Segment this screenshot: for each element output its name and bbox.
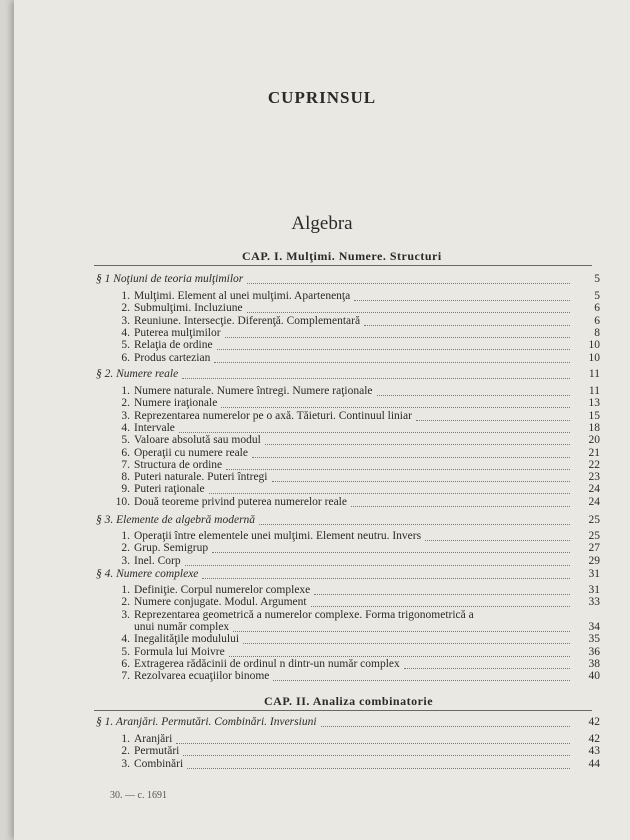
page-number: 31 (588, 584, 600, 596)
page-number: 25 (588, 530, 600, 542)
page-number: 13 (588, 397, 600, 410)
entry-title: Submulţimi. Incluziune (134, 302, 243, 315)
entry-title: Numere naturale. Numere întregi. Numere raţionale (134, 385, 373, 397)
toc-section-row (14, 368, 630, 381)
entry-title: Extragerea rădăcinii de ordinul n dintr-un număr complex (134, 657, 400, 670)
entry-number: 1. (121, 584, 130, 596)
page-number: 6 (594, 302, 600, 315)
entry-number: 3. (121, 608, 130, 621)
page-number: 42 (588, 733, 600, 745)
entry-number: 3. (121, 554, 130, 567)
entry-title: Reprezentarea numerelor pe o axă. Tăieturi. Continuul liniar (134, 409, 412, 422)
entry-number: 3. (121, 409, 130, 422)
toc-entry-row (14, 758, 630, 771)
dot-leader (187, 755, 570, 769)
dot-leader (214, 349, 570, 363)
dot-leader (247, 270, 570, 284)
dot-leader (259, 511, 570, 525)
page-number: 34 (588, 620, 600, 633)
entry-title: Aranjări (134, 733, 173, 745)
toc-entry-row (14, 596, 630, 609)
entry-title: Permutări (134, 745, 180, 758)
page-number: 5 (594, 290, 600, 302)
entry-title: Reprezentarea geometrică a numerelor complexe. Forma trigonometrică a (134, 608, 474, 621)
entry-number: 2. (121, 397, 130, 410)
toc-section-row (14, 716, 630, 729)
dot-leader (182, 365, 570, 379)
toc-section-row (14, 514, 630, 527)
entry-title: Puterea mulţimilor (134, 326, 221, 339)
entry-number: 5. (121, 645, 130, 658)
page-number: 8 (594, 326, 600, 339)
page-number: 10 (588, 339, 600, 352)
dot-leader (273, 667, 570, 681)
entry-title: Rezolvarea ecuaţiilor binome (134, 670, 270, 683)
entry-number: 10. (115, 495, 130, 508)
chapter-heading: CAP. I. Mulţimi. Numere. Structuri (242, 249, 442, 263)
entry-title: Operaţii între elementele unei mulţimi. Element neutru. Invers (134, 530, 422, 542)
print-footer: 30. — c. 1691 (110, 790, 167, 801)
entry-number: 7. (121, 458, 130, 471)
entry-number: 6. (121, 446, 130, 459)
section-title: § 1 Noţiuni de teoria mulţimilor (96, 273, 244, 285)
page-number: 42 (588, 716, 600, 728)
page-number: 11 (588, 385, 600, 397)
entry-title: Definiţie. Corpul numerelor complexe (134, 584, 311, 596)
page-title: CUPRINSUL (267, 88, 377, 107)
page-number: 21 (588, 446, 600, 459)
section-title: § 3. Elemente de algebră modernă (96, 514, 256, 526)
divider (94, 265, 592, 266)
part-title: Algebra (291, 213, 353, 234)
entry-number: 1. (121, 290, 130, 302)
dot-leader (351, 493, 570, 507)
page-number: 29 (588, 554, 600, 567)
page-number: 31 (588, 568, 600, 580)
entry-number: 2. (121, 302, 130, 315)
entry-title: Reuniune. Intersecţie. Diferenţă. Complementară (134, 314, 361, 327)
entry-number: 1. (121, 530, 130, 542)
entry-number: 7. (121, 670, 130, 683)
entry-number: 6. (121, 351, 130, 364)
entry-title: Numere iraţionale (134, 397, 218, 410)
entry-title: Relaţia de ordine (134, 339, 213, 352)
entry-title: Structura de ordine (134, 458, 223, 471)
dot-leader (311, 593, 570, 607)
page-number: 11 (588, 368, 600, 380)
entry-title: Grup. Semigrup (134, 542, 209, 555)
entry-number: 3. (121, 314, 130, 327)
page-number: 44 (588, 757, 600, 770)
page-number: 15 (588, 409, 600, 422)
entry-number: 2. (121, 542, 130, 555)
entry-title: Produs cartezian (134, 351, 211, 364)
dot-leader (321, 713, 570, 727)
page-number: 23 (588, 471, 600, 484)
entry-title: Valoare absolută sau modul (134, 434, 261, 447)
entry-title: Combinări (134, 757, 184, 770)
page-number: 43 (588, 745, 600, 758)
divider (94, 710, 592, 711)
dot-leader (185, 552, 570, 566)
page-number: 5 (594, 273, 600, 285)
entry-number: 2. (121, 745, 130, 758)
entry-title: Formula lui Moivre (134, 645, 225, 658)
page-number: 25 (588, 514, 600, 526)
entry-number: 2. (121, 596, 130, 609)
page-number: 35 (588, 633, 600, 646)
page-number: 38 (588, 657, 600, 670)
entry-title: Două teoreme privind puterea numerelor reale (134, 495, 347, 508)
section-title: § 4. Numere complexe (96, 568, 199, 580)
entry-title: Mulţimi. Element al unei mulţimi. Apartenenţa (134, 290, 351, 302)
entry-title: Numere conjugate. Modul. Argument (134, 596, 307, 609)
toc-section-row (14, 273, 630, 286)
page-number: 24 (588, 495, 600, 508)
chapter-heading: CAP. II. Analiza combinatorie (264, 694, 434, 708)
toc-entry-row (14, 496, 630, 509)
entry-title: unui număr complex (134, 620, 230, 633)
entry-number: 4. (121, 421, 130, 434)
page-number: 22 (588, 458, 600, 471)
section-title: § 2. Numere reale (96, 368, 179, 380)
dot-leader (202, 565, 570, 579)
toc-entry-row (14, 670, 630, 683)
entry-number: 1. (121, 733, 130, 745)
book-page (14, 0, 630, 840)
page-number: 33 (588, 596, 600, 609)
entry-title: Inegalităţile modulului (134, 633, 240, 646)
section-title: § 1. Aranjări. Permutări. Combinări. Inversiuni (96, 716, 317, 728)
entry-number: 5. (121, 434, 130, 447)
entry-number: 6. (121, 657, 130, 670)
entry-number: 9. (121, 483, 130, 496)
page-number: 36 (588, 645, 600, 658)
page-number: 6 (594, 314, 600, 327)
entry-number: 1. (121, 385, 130, 397)
page-number: 24 (588, 483, 600, 496)
toc-section-row (14, 568, 630, 581)
entry-number: 3. (121, 757, 130, 770)
toc-entry-row (14, 352, 630, 365)
entry-title: Inel. Corp (134, 554, 181, 567)
entry-number: 8. (121, 471, 130, 484)
page-number: 27 (588, 542, 600, 555)
page-number: 10 (588, 351, 600, 364)
entry-title: Operaţii cu numere reale (134, 446, 248, 459)
page-number: 20 (588, 434, 600, 447)
entry-title: Puteri naturale. Puteri întregi (134, 471, 268, 484)
entry-number: 5. (121, 339, 130, 352)
page-number: 40 (588, 670, 600, 683)
entry-title: Intervale (134, 421, 175, 434)
entry-number: 4. (121, 326, 130, 339)
entry-title: Puteri raţionale (134, 483, 205, 496)
page-number: 18 (588, 421, 600, 434)
entry-number: 4. (121, 633, 130, 646)
